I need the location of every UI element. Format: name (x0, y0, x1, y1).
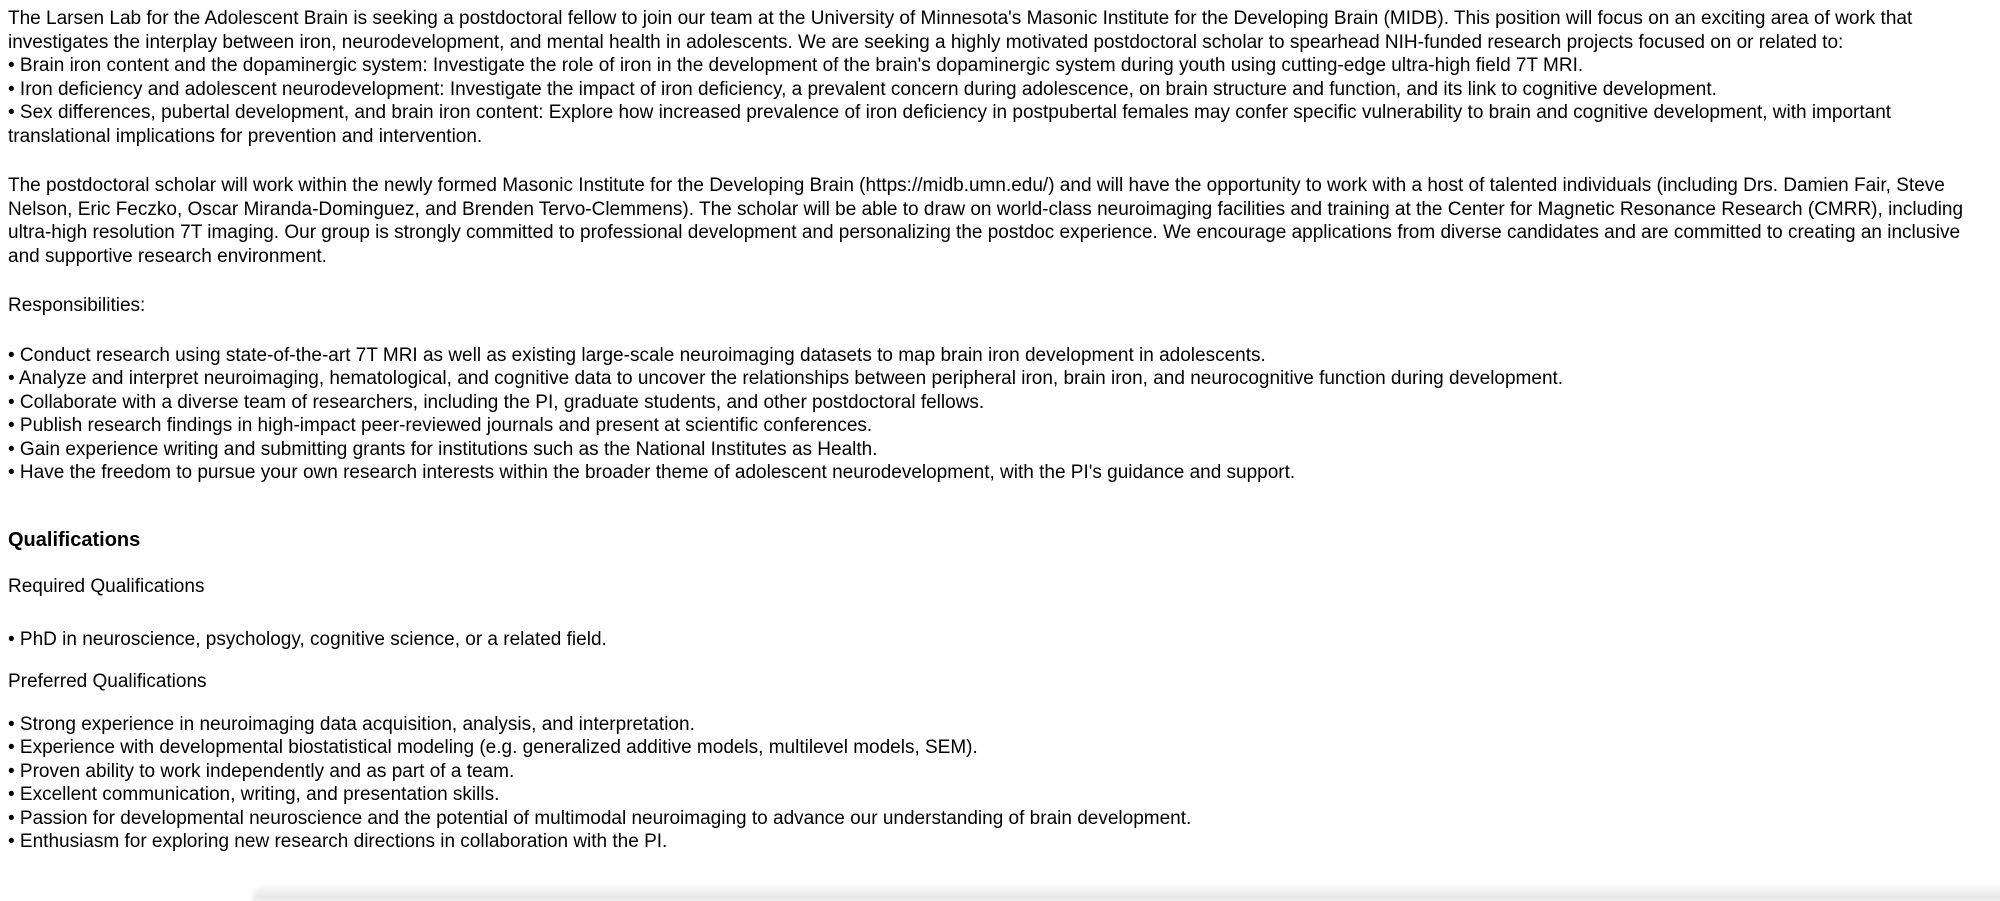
required-qualification-item: • PhD in neuroscience, psychology, cognitive science, or a related field. (8, 628, 607, 650)
intro-bullet-brain-iron: • Brain iron content and the dopaminergic system: Investigate the role of iron in the development of the brain's dopaminergic system during youth using cutting-edge ultra-high field 7T MRI. (8, 55, 1584, 76)
preferred-qualification-item: • Enthusiasm for exploring new research directions in collaboration with the PI. (8, 831, 668, 852)
responsibilities-list (8, 344, 1974, 485)
overview-paragraph: The postdoctoral scholar will work within the newly formed Masonic Institute for the Developing Brain (https://midb.umn.edu/) and will have the opportunity to work with a host of talented individuals (including Drs. Damien Fair, Steve Nelson, Eric Feczko, Oscar Miranda-Dominguez, and Brenden Tervo-Clemmens). The scholar will be able to draw on world-class neuroimaging facilities and training at the Center for Magnetic Resonance Research (CMRR), including ultra-high resolution 7T imaging. Our group is strongly committed to professional development and personalizing the postdoc experience. We encourage applications from diverse candidates and are committed to creating an inclusive and supportive research environment. (8, 175, 1964, 267)
responsibility-item: • Conduct research using state-of-the-art 7T MRI as well as existing large-scale neuroimaging datasets to map brain iron development in adolescents. (8, 344, 1266, 366)
bottom-window-edge-shadow (253, 883, 2000, 901)
responsibility-item: • Have the freedom to pursue your own research interests within the broader theme of adolescent neurodevelopment, with the PI's guidance and support. (8, 462, 1296, 483)
preferred-qualification-item: • Excellent communication, writing, and presentation skills. (8, 784, 500, 805)
preferred-qualification-item: • Passion for developmental neuroscience and the potential of multimodal neuroimaging to advance our understanding of brain development. (8, 807, 1192, 829)
preferred-qualifications-list (8, 713, 1974, 854)
intro-bullet-iron-deficiency: • Iron deficiency and adolescent neurodevelopment: Investigate the impact of iron deficiency, a prevalent concern during adolescence, on brain structure and function, and its link to cognitive development. (8, 78, 1717, 100)
responsibility-item: • Publish research findings in high-impact peer-reviewed journals and present at scientific conferences. (8, 415, 873, 436)
preferred-qualification-item: • Experience with developmental biostatistical modeling (e.g. generalized additive models, multilevel models, SEM). (8, 737, 978, 758)
responsibility-item: • Gain experience writing and submitting grants for institutions such as the National Institutes as Health. (8, 438, 878, 460)
preferred-qualification-item: • Strong experience in neuroimaging data acquisition, analysis, and interpretation. (8, 713, 695, 735)
responsibility-item: • Collaborate with a diverse team of researchers, including the PI, graduate students, and other postdoctoral fellows. (8, 391, 985, 413)
intro-bullet-sex-differences: • Sex differences, pubertal development, and brain iron content: Explore how increased prevalence of iron deficiency in postpubertal females may confer specific vulnerability to brain and cognitive development, with important translational implications for prevention and intervention. (8, 102, 1892, 147)
responsibility-item: • Analyze and interpret neuroimaging, hematological, and cognitive data to uncover the relationships between peripheral iron, brain iron, and neurocognitive function during development. (8, 368, 1564, 389)
preferred-qualification-item: • Proven ability to work independently and as part of a team. (8, 760, 515, 782)
intro-paragraph: The Larsen Lab for the Adolescent Brain is seeking a postdoctoral fellow to join our team at the University of Minnesota's Masonic Institute for the Developing Brain (MIDB). This position will focus on an exciting area of work that investigates the interplay between iron, neurodevelopment, and mental health in adolescents. We are seeking a highly motivated postdoctoral scholar to spearhead NIH-funded research projects focused on or related to: (8, 8, 1913, 53)
preferred-qualifications-label: Preferred Qualifications (8, 671, 207, 692)
qualifications-heading: Qualifications (8, 528, 141, 551)
required-qualifications-label: Required Qualifications (8, 576, 205, 597)
responsibilities-label: Responsibilities: (8, 295, 146, 316)
